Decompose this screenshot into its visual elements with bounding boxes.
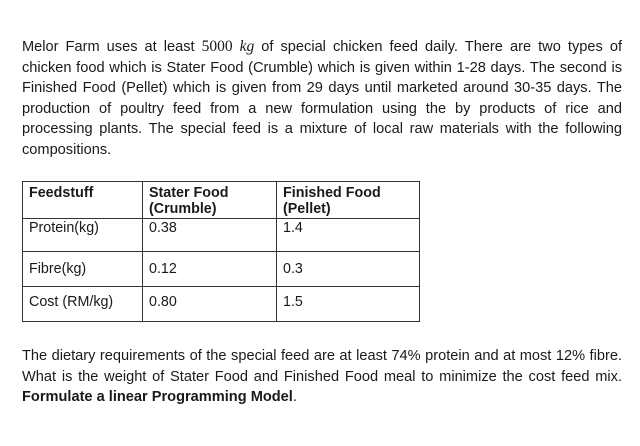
- table-header-row: [23, 182, 420, 219]
- problem-intro-paragraph: [22, 37, 622, 160]
- header-feedstuff: Feedstuff: [23, 182, 143, 219]
- cost-finished-value: 1.5: [277, 287, 420, 322]
- row-label-fibre: Fibre(kg): [23, 252, 143, 287]
- table-row-protein: [23, 219, 420, 252]
- fibre-finished-value: 0.3: [277, 252, 420, 287]
- cost-stater-value: 0.80: [143, 287, 277, 322]
- table-row-cost: [23, 287, 420, 322]
- requirements-text: The dietary requirements of the special feed are at least 74% protein and at most 12% fibre. What is the weight of Stater Food and Finished Food meal to minimize the cost feed mix.: [22, 348, 622, 385]
- protein-stater-value: 0.38: [143, 219, 277, 252]
- row-label-protein: Protein(kg): [23, 219, 143, 252]
- intro-text-rest: of special chicken feed daily. There are two types of chicken food which is Stater Food (Crumble) which is given within 1-28 days. The second is Finished Food (Pellet) which is given from 29 days until marketed around 30-35 days. The production of poultry feed from a new formulation using the by products of rice and processing plants. The special feed is a mixture of local raw materials with the following compositions.: [22, 39, 623, 158]
- feed-amount-value: 5000: [201, 38, 233, 55]
- requirements-end: .: [292, 389, 297, 405]
- table-row-fibre: [23, 252, 420, 287]
- instruction-text: Formulate a linear Programming Model: [22, 389, 293, 405]
- header-stater-food: Stater Food (Crumble): [143, 182, 277, 219]
- intro-text-start: Melor Farm uses at least: [22, 39, 202, 55]
- fibre-stater-value: 0.12: [143, 252, 277, 287]
- feed-amount: [202, 38, 255, 55]
- feed-amount-unit: kg: [239, 38, 255, 55]
- composition-table: [22, 181, 420, 322]
- header-finished-food: Finished Food (Pellet): [277, 182, 420, 219]
- row-label-cost: Cost (RM/kg): [23, 287, 143, 322]
- protein-finished-value: 1.4: [277, 219, 420, 252]
- requirements-paragraph: [22, 346, 622, 408]
